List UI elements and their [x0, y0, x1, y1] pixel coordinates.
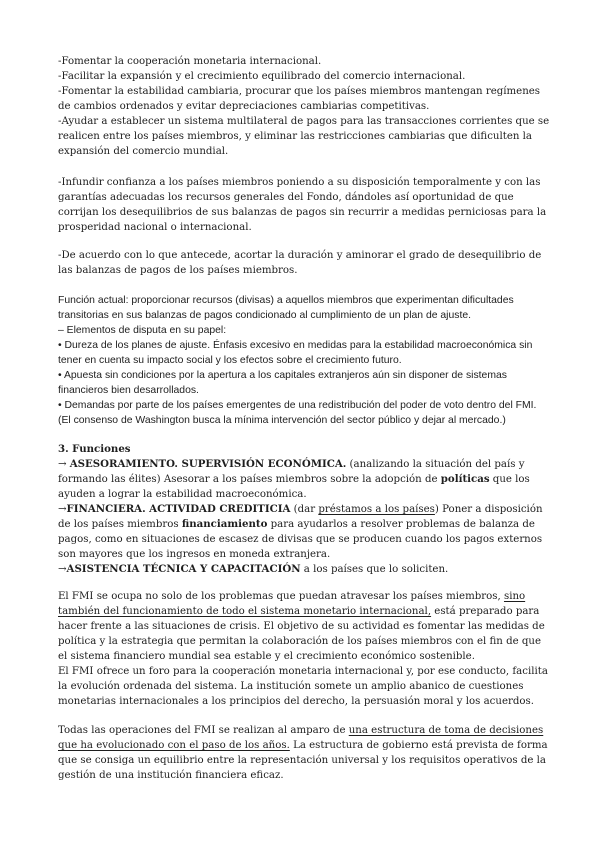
objective-item: -Ayudar a establecer un sistema multilateral de pagos para las transacciones corrientes que se realicen entre los países miembros, y eliminar las restricciones cambiarias que dificulten la expansión del comercio mundial. — [58, 116, 550, 157]
objectives-list — [58, 54, 550, 159]
fmi-paragraph-1: El FMI se ocupa no solo de los problemas que puedan atravesar los países miembros, sino también del funcionamiento de todo el sistema monetario internacional, está preparado para hacer frente a las situaciones de crisis. El objetivo de su actividad es fomentar las medidas de política y la estrategia que permitan la colaboración de los países miembros con el fin de que el sistema financiero mundial sea estable y el crecimiento económico sostenible. — [58, 591, 545, 662]
current-function-section — [58, 293, 550, 428]
current-function-intro: Función actual: proporcionar recursos (divisas) a aquellos miembros que experimentan dificultades transitorias en sus balanzas de pagos condicionado al cumplimiento de un plan de ajuste. — [58, 295, 514, 321]
section-heading: 3. Funciones — [58, 443, 131, 455]
objective-item: -Facilitar la expansión y el crecimiento equilibrado del comercio internacional. — [58, 71, 466, 82]
function-title: FINANCIERA. ACTIVIDAD CREDITICIA — [66, 503, 291, 515]
washington-note: (El consenso de Washington busca la mínima intervención del sector público y dejar al mercado.) — [58, 415, 506, 426]
dispute-bullet: • Dureza de los planes de ajuste. Énfasis excesivo en medidas para la estabilidad macroeconómica sin tener en cuenta su impacto social y los efectos sobre el crecimiento futuro. — [58, 340, 533, 366]
function-assistance: →ASISTENCIA TÉCNICA Y CAPACITACIÓN a los países que lo soliciten. — [58, 563, 449, 575]
fmi-paragraphs — [58, 589, 550, 709]
confidence-paragraph — [58, 175, 550, 235]
function-title: ASESORAMIENTO. SUPERVISIÓN ECONÓMICA. — [69, 458, 347, 470]
operations-text: Todas las operaciones del FMI se realizan al amparo de una estructura de toma de decisiones que ha evolucionado con el paso de los años. La estructura de gobierno está prevista de forma que se consiga un equilibrio entre la representación universal y los requisitos operativos de la gestión de una institución financiera eficaz. — [58, 725, 548, 781]
shorten-paragraph — [58, 248, 550, 278]
dispute-bullet: • Demandas por parte de los países emergentes de una redistribución del poder de voto dentro del FMI. — [58, 400, 537, 411]
confidence-text: -Infundir confianza a los países miembros poniendo a su disposición temporalmente y con las garantías adecuadas los recursos generales del Fondo, dándoles así oportunidad de que corrijan los desequilibrios de sus balanzas de pagos sin recurrir a medidas perniciosas para la prosperidad nacional o internacional. — [58, 177, 547, 233]
operations-paragraph — [58, 723, 550, 783]
dispute-bullet: • Apuesta sin condiciones por la apertura a los capitales extranjeros aún sin disponer de sistemas financieros bien desarrollados. — [58, 370, 507, 396]
objective-item: -Fomentar la estabilidad cambiaria, procurar que los países miembros mantengan regímenes de cambios ordenados y evitar depreciaciones cambiarias competitivas. — [58, 86, 541, 112]
dispute-heading: – Elementos de disputa en su papel: — [58, 325, 227, 336]
function-title: ASISTENCIA TÉCNICA Y CAPACITACIÓN — [66, 563, 301, 575]
fmi-paragraph-2: El FMI ofrece un foro para la cooperación monetaria internacional y, por ese conducto, facilita la evolución ordenada del sistema. La institución somete un amplio abanico de cuestiones monetarias internacionales a los principios del derecho, la persuasión moral y los acuerdos. — [58, 666, 548, 707]
function-finance: →FINANCIERA. ACTIVIDAD CREDITICIA (dar préstamos a los países) Poner a disposición de los países miembros financiamiento para ayudarlos a resolver problemas de balanza de pagos, como en situaciones de escasez de divisas que se producen cuando los pagos externos son mayores que los ingresos en moneda extranjera. — [58, 503, 543, 560]
objective-item: -Fomentar la cooperación monetaria internacional. — [58, 56, 322, 67]
functions-section — [58, 442, 550, 577]
shorten-text: -De acuerdo con lo que antecede, acortar la duración y aminorar el grado de desequilibrio de las balanzas de pagos de los países miembros. — [58, 250, 542, 276]
function-advice: → ASESORAMIENTO. SUPERVISIÓN ECONÓMICA. (analizando la situación del país y formando las élites) Asesorar a los países miembros sobre la adopción de políticas que los ayuden a lograr la estabilidad macroeconómica. — [58, 458, 530, 500]
